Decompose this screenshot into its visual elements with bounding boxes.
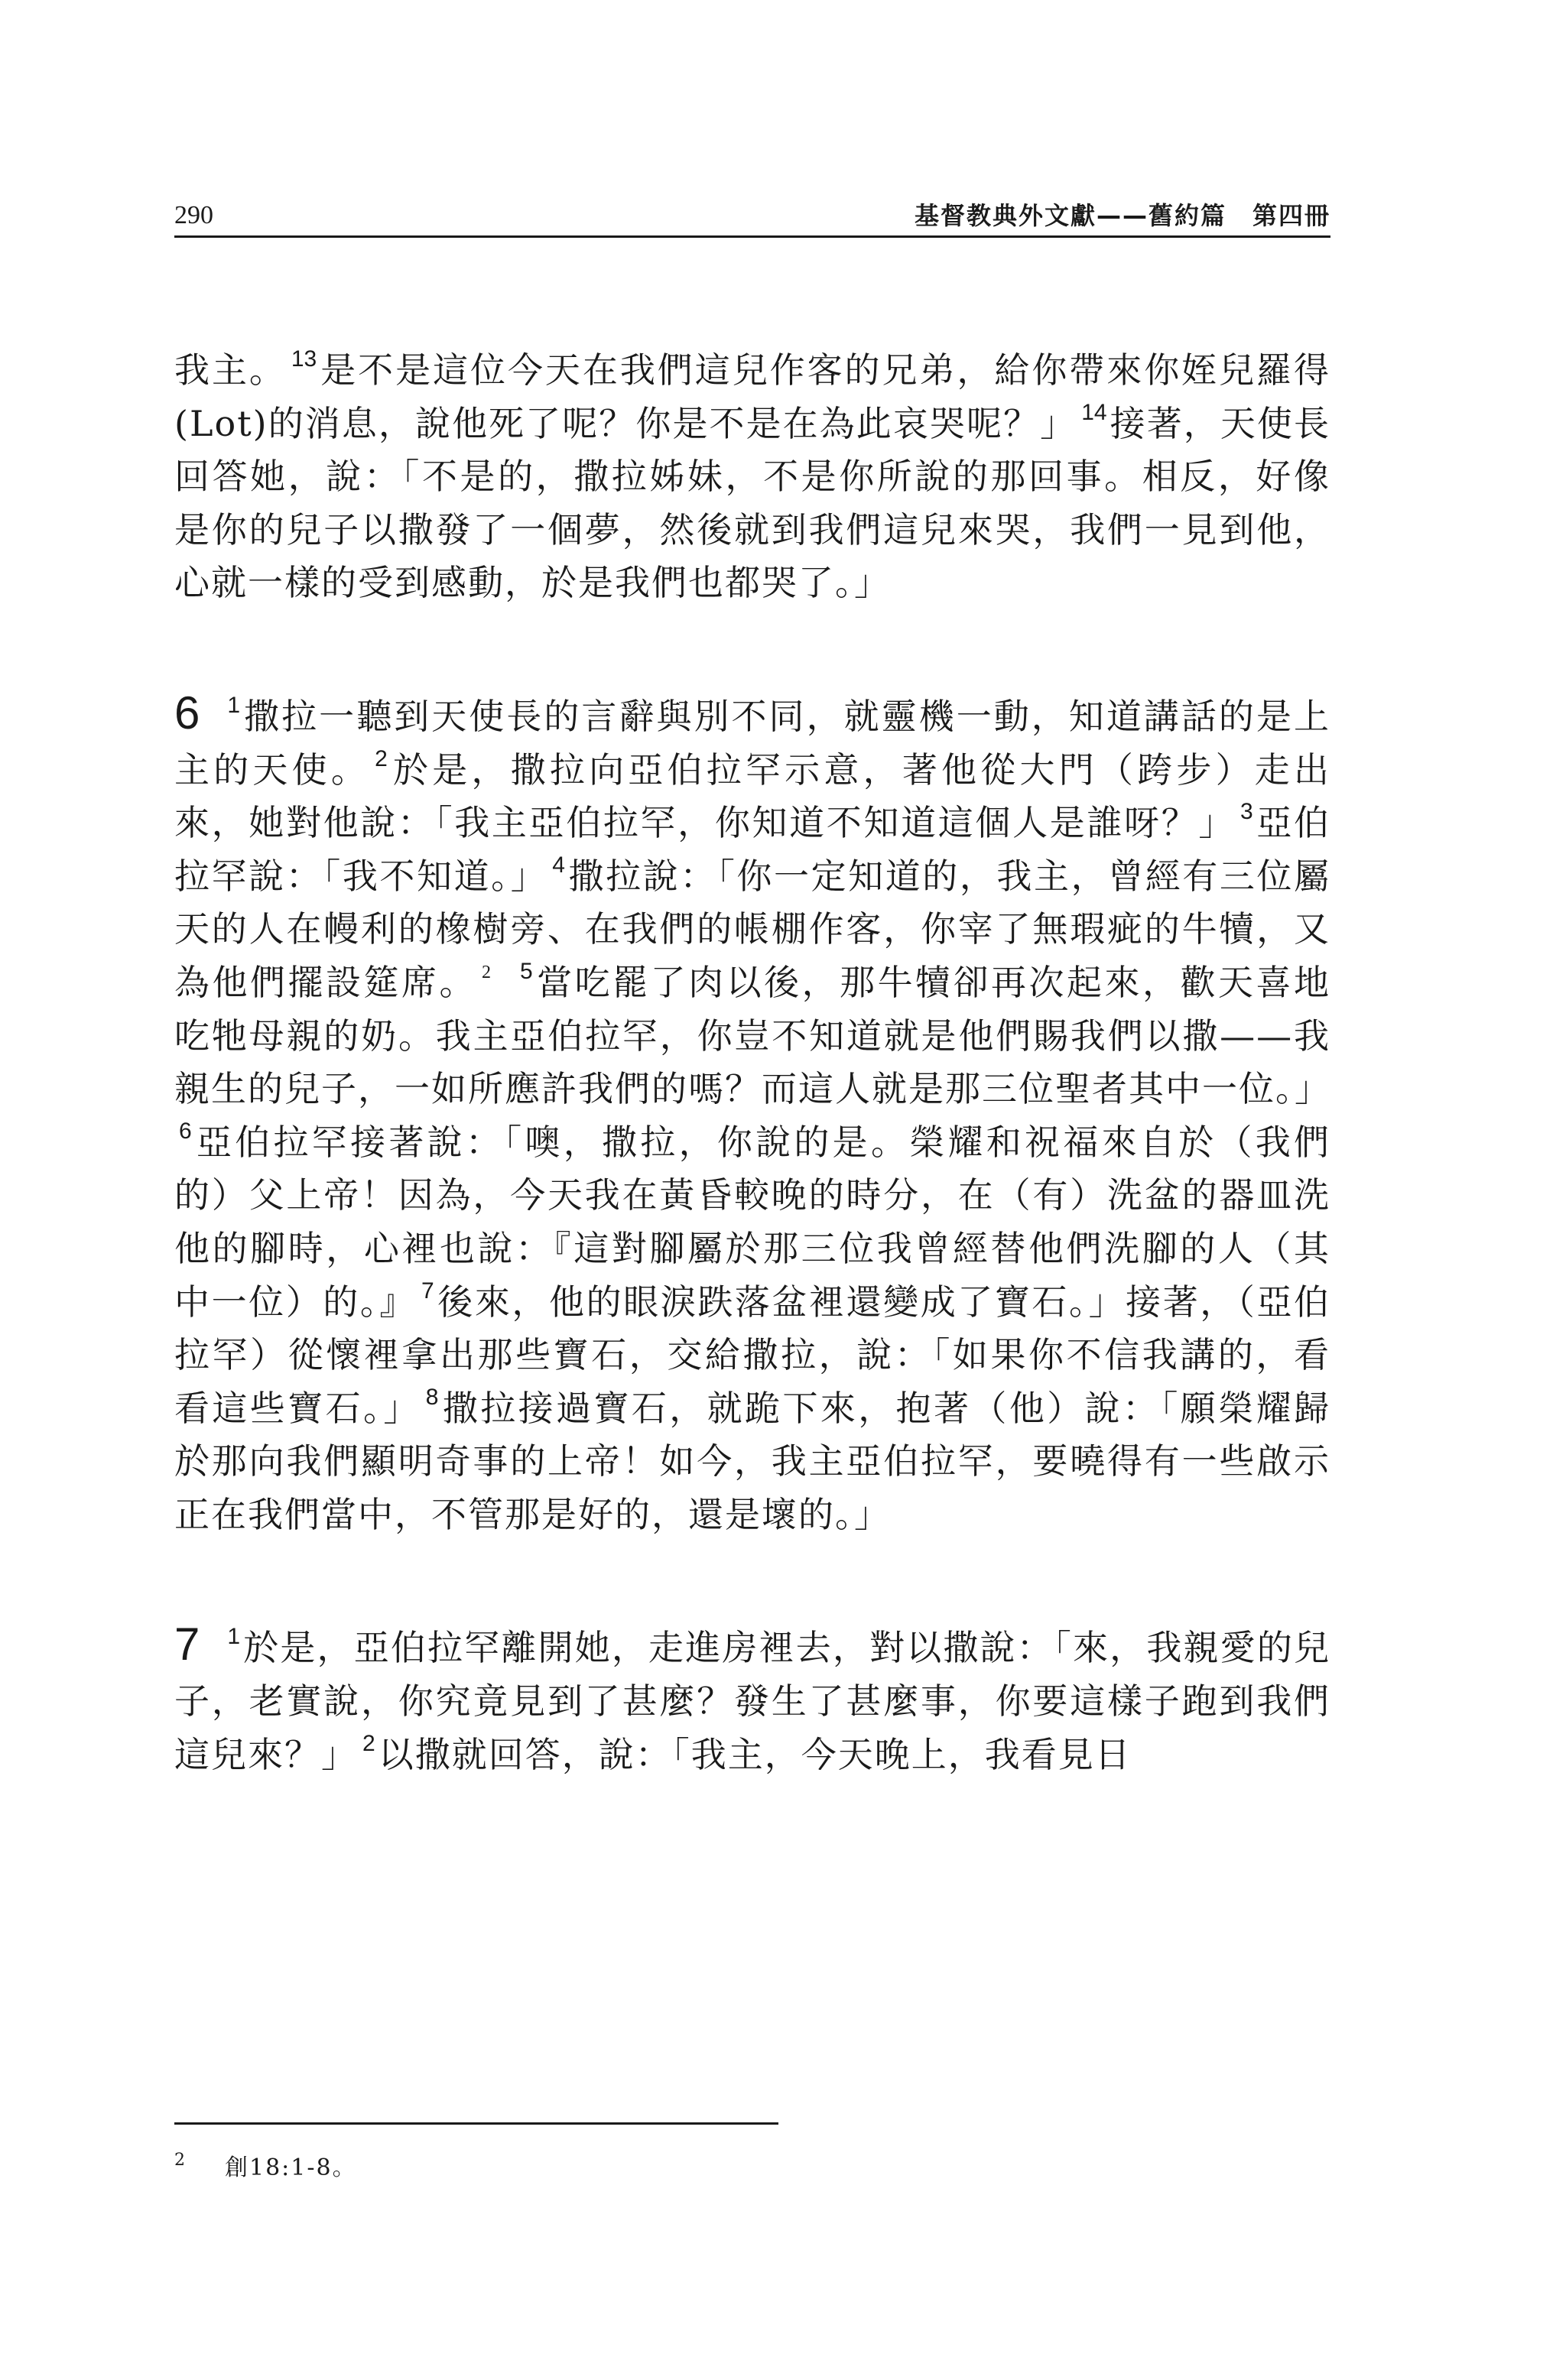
- verse-number: 4: [552, 852, 565, 878]
- verse-text: 於是，亞伯拉罕離開她，走進房裡去，對以撒說：「來，我親愛的兒子，老實說，你究竟見到了甚麼？發生了甚麼事，你要這樣子跑到我們這兒來？」: [174, 1627, 1330, 1775]
- verse-text: 是不是這位今天在我們這兒作客的兄弟，給你帶來你姪兒羅得(Lot)的消息，說他死了呢？你是不是在為此哀哭呢？」: [174, 349, 1331, 444]
- verse-number: 5: [519, 958, 533, 984]
- footnote: [174, 2145, 357, 2184]
- verse-number: 8: [425, 1384, 439, 1410]
- paragraph-continuation: [174, 344, 1330, 610]
- chapter-6: [174, 687, 1330, 1542]
- page-number: 290: [174, 201, 213, 229]
- chapter-number: 7: [174, 1619, 200, 1671]
- verse-text: 以撒就回答，說：「我主，今天晚上，我看見日: [378, 1733, 1132, 1775]
- page-header: [174, 200, 1330, 238]
- verse-text: 後來，他的眼淚跌落盆裡還變成了寶石。」接著，（亞伯拉罕）從懷裡拿出那些寶石，交給撒拉，說：「如果你不信我講的，看看這些寶石。」: [174, 1281, 1331, 1429]
- verse-text: 撒拉接過寶石，就跪下來，抱著（他）說：「願榮耀歸於那向我們顯明奇事的上帝！如今，我主亞伯拉罕，要曉得有一些啟示正在我們當中，不管那是好的，還是壞的。」: [174, 1387, 1331, 1535]
- footnote-mark: 2: [174, 2151, 187, 2170]
- verse-text: 我主。: [174, 349, 287, 391]
- verse-number: 13: [291, 346, 317, 372]
- chapter-7: [174, 1618, 1330, 1781]
- body-text: [174, 344, 1330, 1781]
- verse-number: 7: [421, 1278, 434, 1304]
- verse-number: 6: [179, 1118, 192, 1144]
- verse-text: 亞伯拉罕說：「我不知道。」: [174, 802, 1331, 897]
- footnote-reference[interactable]: 2: [481, 963, 492, 983]
- running-title: 基督教典外文獻——舊約篇 第四冊: [914, 201, 1330, 230]
- verse-text: 撒拉說：「你一定知道的，我主，曾經有三位屬天的人在幔利的橡樹旁、在我們的帳棚作客，你宰了無瑕疵的牛犢，又為他們擺設筵席。: [174, 855, 1331, 1003]
- verse-number: 1: [227, 692, 241, 718]
- verse-number: 3: [1240, 799, 1253, 825]
- verse-text: 撒拉一聽到天使長的言辭與別不同，就靈機一動，知道講話的是上主的天使。: [174, 695, 1330, 791]
- verse-text: 於是，撒拉向亞伯拉罕示意，著他從大門（跨步）走出來，她對他說：「我主亞伯拉罕，你知道不知道這個人是誰呀？」: [174, 748, 1331, 844]
- verse-text: 亞伯拉罕接著說：「噢，撒拉，你說的是。榮耀和祝福來自於（我們的）父上帝！因為，今天我在黃昏較晚的時分，在（有）洗盆的器皿洗他的腳時，心裡也說：『這對腳屬於那三位我曾經替他們洗腳的人（其中一位）的。』: [174, 1121, 1330, 1323]
- chapter-number: 6: [174, 687, 200, 739]
- verse-number: 14: [1081, 399, 1107, 425]
- verse-number: 2: [375, 745, 388, 771]
- footnote-text: 創18:1-8。: [225, 2154, 357, 2182]
- verse-text: 接著，天使長回答她，說：「不是的，撒拉姊妹，不是你所說的那回事。相反，好像是你的兒子以撒發了一個夢，然後就到我們這兒來哭，我們一見到他，心就一樣的受到感動，於是我們也都哭了。」: [174, 402, 1331, 604]
- verse-number: 2: [362, 1730, 375, 1756]
- verse-text: 當吃罷了肉以後，那牛犢卻再次起來，歡天喜地吃牠母親的奶。我主亞伯拉罕，你豈不知道就是他們賜我們以撒——我親生的兒子，一如所應許我們的嗎？而這人就是那三位聖者其中一位。」: [174, 961, 1331, 1110]
- verse-number: 1: [227, 1624, 241, 1650]
- footnote-divider: [174, 2122, 778, 2125]
